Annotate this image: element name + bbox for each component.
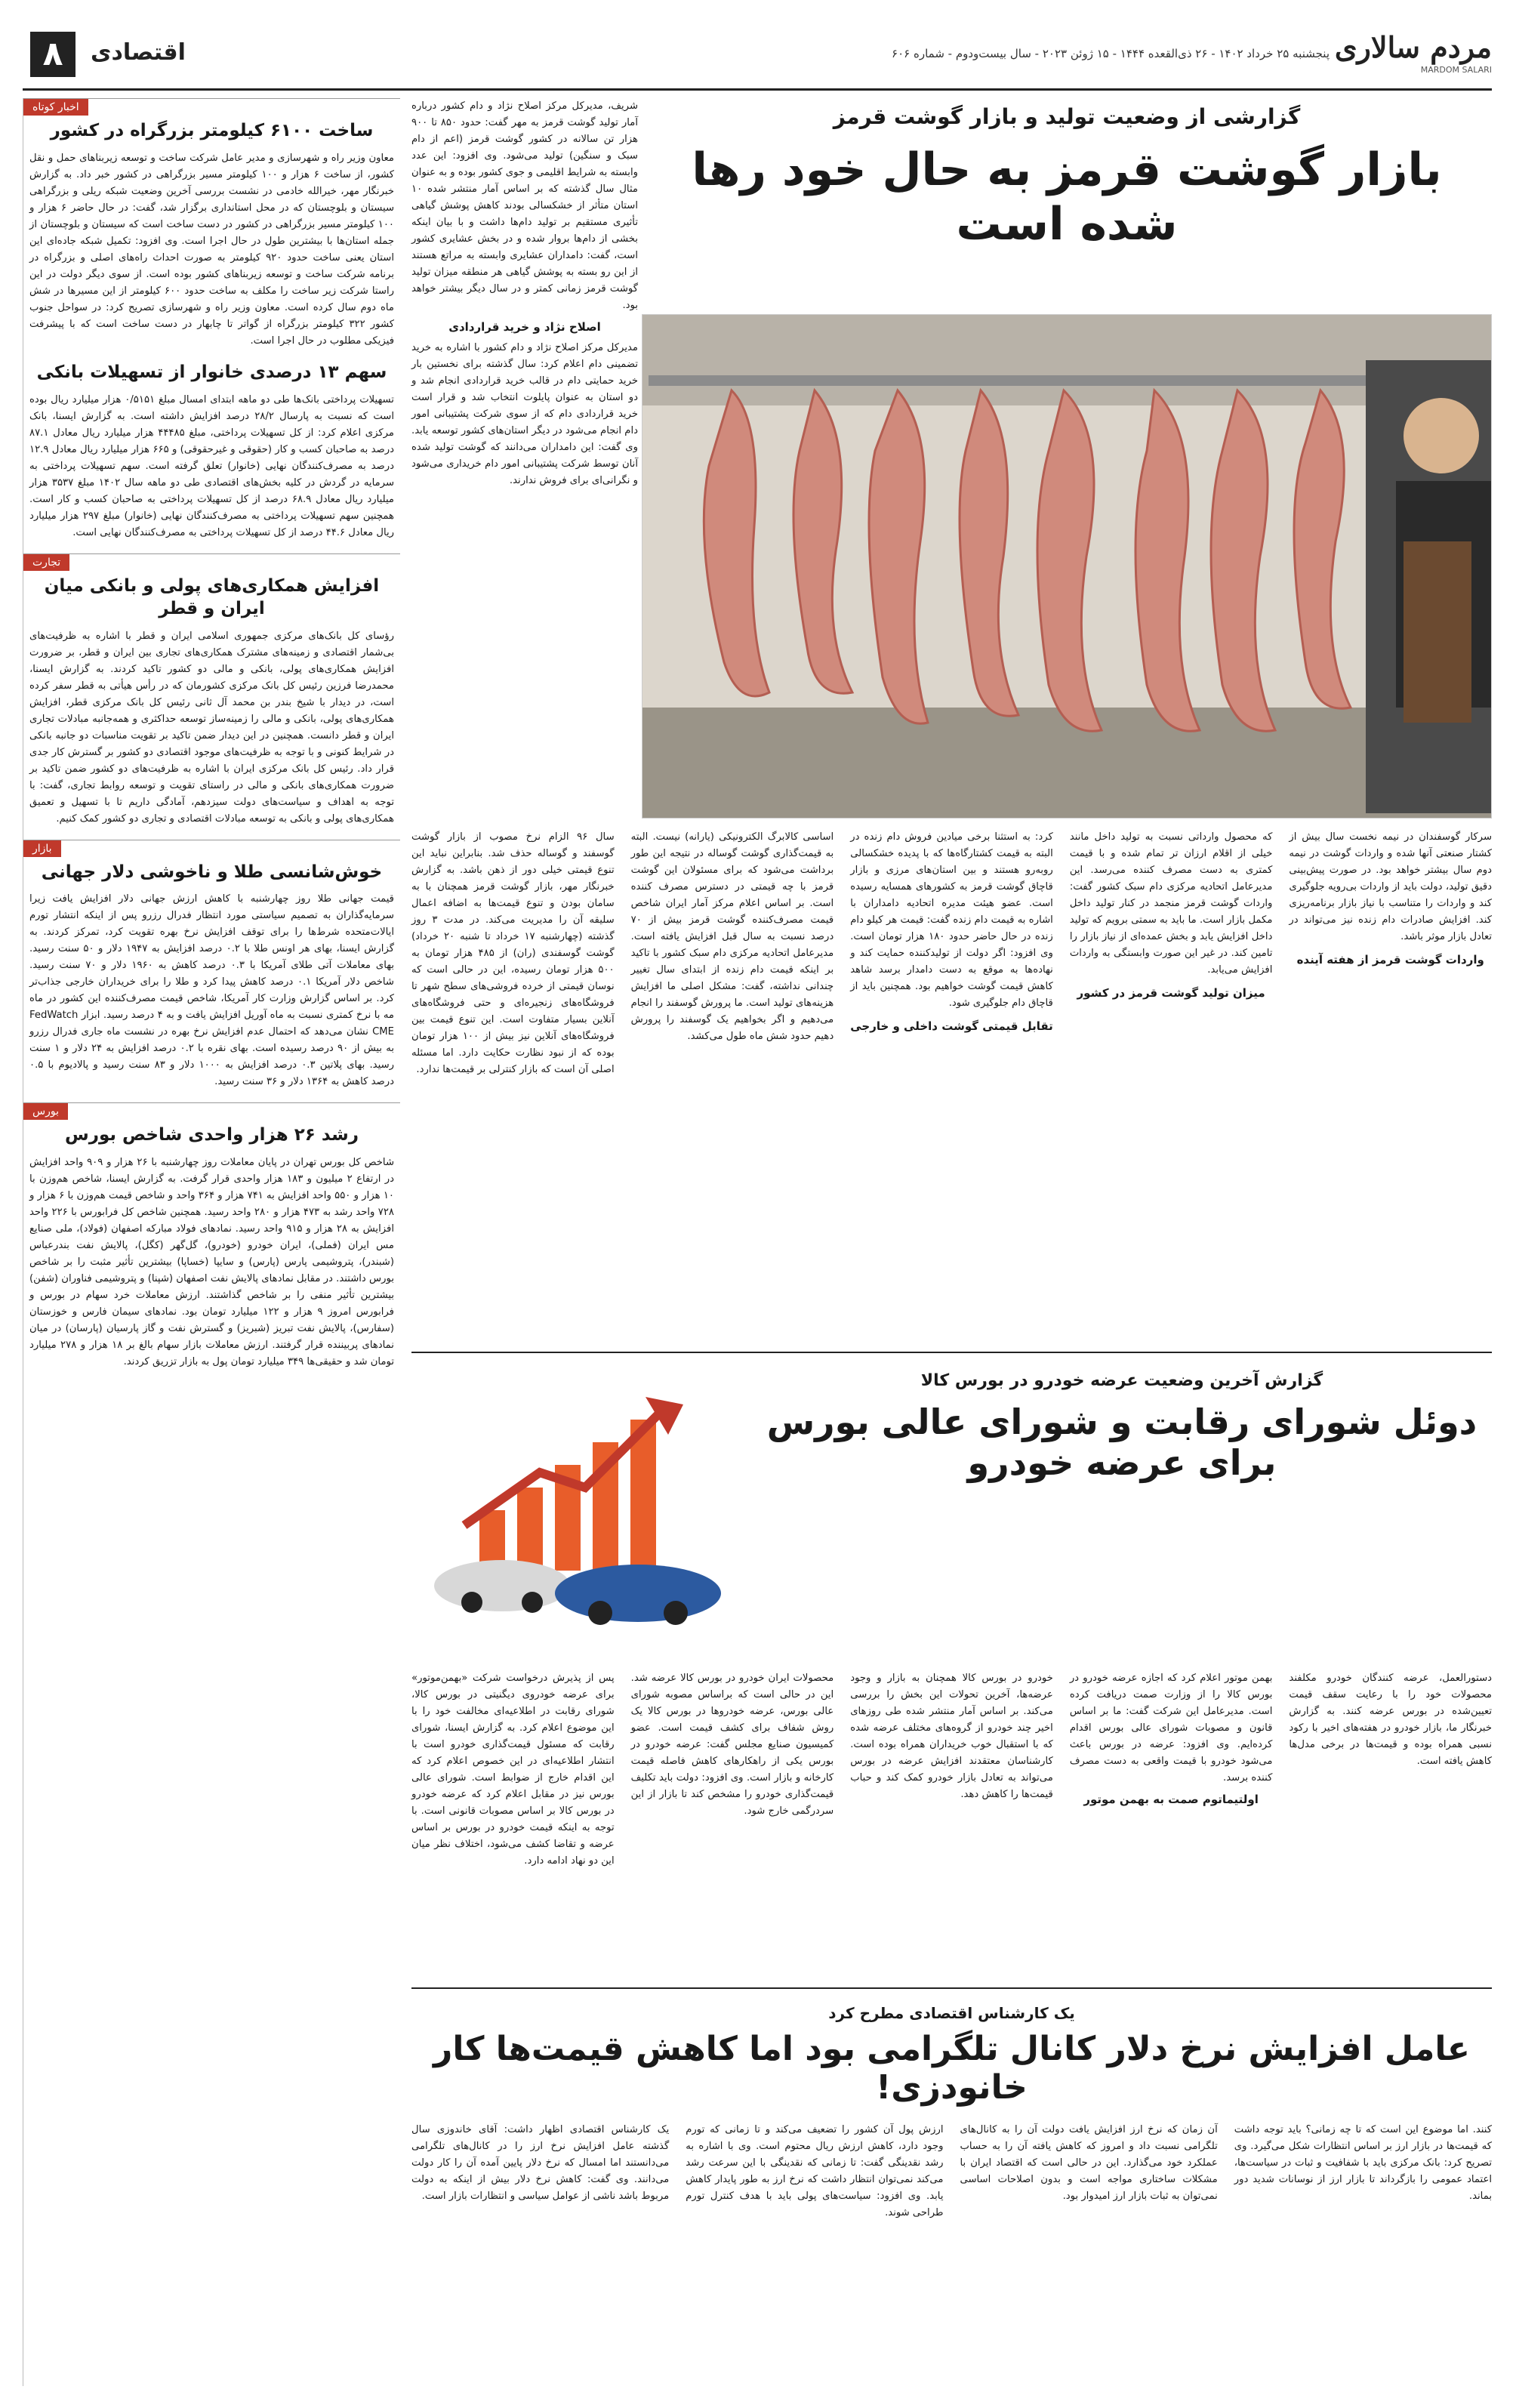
article-body-columns xyxy=(411,1670,1492,1870)
article-paragraph: کنند. اما موضوع این است که تا چه زمانی؟ باید توجه داشت که قیمت‌ها در بازار ارز بر اساس انتظارات شکل می‌گیرد. وی تصریح کرد: بانک مرکزی باید با شفافیت و ثبات در سیاست‌ها، اعتماد عمومی را بازگرداند تا بازار ارز از نوسانات شدید دور بماند. xyxy=(1234,2124,1492,2202)
article-subhead: تقابل قیمتی گوشت داخلی و خارجی xyxy=(850,1019,1053,1033)
article-column xyxy=(850,1670,1053,1870)
brief-tag-label: بورس xyxy=(23,1103,68,1120)
section-name: اقتصادی xyxy=(91,39,186,66)
article-column xyxy=(411,2122,669,2221)
article-paragraph: مدیرکل مرکز اصلاح نژاد و دام کشور با اشاره به خرید تضمینی دام اعلام کرد: سال گذشته برای نخستین بار خرید حمایتی دام در قالب خرید قراردادی انجام شد و دو استان به عنوان پایلوت انتخاب شد و قرار است خرید قراردادی دام که از سوی شرکت پشتیبانی امور دام انجام می‌شود در دیگر استان‌های کشور توسعه یابد. وی گفت: این دامداران می‌دانند که گوشت تولید شده آنان توسط شرکت پشتیبانی امور دام خریداری می‌شود و نگرانی‌ای برای فروش ندارند. xyxy=(411,342,638,486)
article-subhead: اولتیماتوم صمت به بهمن موتور xyxy=(1083,1793,1259,1806)
article-headline[interactable]: دوئل شورای رقابت و شورای عالی بورس برای عرضه خودرو xyxy=(766,1401,1477,1483)
newspaper-logo: مردم سالاری xyxy=(1334,30,1492,64)
rising-chart-cars-icon xyxy=(411,1359,744,1639)
article-kicker: یک کارشناس اقتصادی مطرح کرد xyxy=(828,2004,1075,2022)
newspaper-logo-latin: MARDOM SALARI xyxy=(1420,65,1492,75)
brief-tag-label: بازار xyxy=(23,840,61,857)
article-paragraph: محصولات ایران خودرو در بورس کالا عرضه شد. این در حالی است که براساس مصوبه شورای عالی بورس، عرضه خودروها در بورس کالا یک روش شفاف برای کشف قیمت است. عضو کمیسیون صنایع مجلس گفت: عرضه خودرو در بورس یکی از راهکارهای کاهش فاصله قیمت کارخانه و بازار است. وی افزود: دولت باید تکلیف قیمت‌گذاری خودرو را مشخص کند تا بازار از این سردرگمی خارج شود. xyxy=(630,1673,834,1817)
article-paragraph: شریف، مدیرکل مرکز اصلاح نژاد و دام کشور درباره آمار تولید گوشت قرمز به مهر گفت: حدود ۸۵۰ تا ۹۰۰ هزار تن سالانه در کشور گوشت قرمز (اعم از دام سبک و سنگین) تولید می‌شود. وی افزود: این عدد وابسته به شرایط اقلیمی و جوی کشور بوده و به عنوان مثال سال گذشته که بر اساس آمار منتشر شده ۱۰ استان متأثر از خشکسالی بودند کاهش پوشش گیاهی تأثیری مستقیم بر تولید دام‌ها داشت و با بیان اینکه بخشی از دام‌ها بروار شده و در بخش عشایری کشور است، گفت: دامداران عشایری وابسته به مراتع هستند از این رو بسته به پوشش گیاهی هر منطقه میزان تولید گوشت قرمز زمانی کمتر و در سال دیگر بیشتر خواهد بود. xyxy=(411,100,638,311)
article-paragraph: پس از پذیرش درخواست شرکت «بهمن‌موتور» برای عرضه خودروی دیگنیتی در بورس کالا، شورای رقابت در اطلاعیه‌ای مخالفت خود را با این موضوع اعلام کرد. به گزارش ایسنا، شورای رقابت که مسئول قیمت‌گذاری خودرو است با انتشار اطلاعیه‌ای در این خصوص اعلام کرد که این اقدام خارج از ضوابط است. شورای عالی بورس نیز در مقابل اعلام کرد که عرضه خودرو در بورس کالا بر اساس مصوبات قانونی است. با توجه به اینکه قیمت خودرو در بورس بر اساس عرضه و تقاضا کشف می‌شود، اختلاف نظر میان این دو نهاد ادامه دارد. xyxy=(411,1673,615,1867)
article-column xyxy=(686,2122,943,2221)
brief-title[interactable]: رشد ۲۶ هزار واحدی شاخص بورس xyxy=(64,1125,359,1145)
brief-household-loans xyxy=(23,362,400,541)
brief-tag xyxy=(23,1102,400,1120)
article-kicker: گزارشی از وضعیت تولید و بازار گوشت قرمز xyxy=(833,104,1301,129)
article-dollar-rate xyxy=(411,1987,1492,2388)
article-body-columns xyxy=(411,829,1492,1083)
brief-title[interactable]: سهم ۱۳ درصدی خانوار از تسهیلات بانکی xyxy=(36,362,387,382)
article-subhead: اصلاح نژاد و خرید قراردادی xyxy=(448,320,601,334)
article-column xyxy=(1289,1670,1492,1870)
brief-tag-label: اخبار کوتاه xyxy=(23,99,88,116)
brief-text: قیمت جهانی طلا روز چهارشنبه با کاهش ارزش جهانی دلار افزایش یافت زیرا سرمایه‌گذاران به تصمیم سیاستی مورد انتظار فدرال رزرو پس از اینکه انتشار تورم ایالات‌متحده شرط‌ها را برای توقف افزایش نرخ بهره تقویت کرد، تمرکز کردند. به گزارش ایسنا، بهای هر اونس طلا با ۰.۲ درصد افزایش به ۱۹۴۷ دلار و ۵۰ سنت رسید. بهای معاملات آتی طلای آمریکا با ۰.۳ درصد کاهش به ۱۹۶۰ دلار و ۷۰ سنت رسید. شاخص دلار آمریکا ۰.۱ درصد کاهش پیدا کرد و طلا را برای خریداران خارجی جذاب‌تر کرد. بر اساس گزارش وزارت کار آمریکا، شاخص قیمت مصرف‌کننده این کشور در ماه مه با نرخ کمتری نسبت به ماه آوریل افزایش یافت و به ۴ درصد رسید. ابزار FedWatch CME نشان می‌دهد که احتمال عدم افزایش نرخ بهره در نشست ماه جاری فدرال رزرو به بیش از ۹۰ درصد رسیده است. بهای نقره با ۰.۲ درصد افزایش به ۲۴ دلار و ۱ سنت رسید. بهای پلاتین ۰.۳ درصد افزایش به ۱۰۰۰ دلار و ۸۳ سنت رسید و پالادیوم با ۰.۵ درصد کاهش به ۱۳۶۴ دلار و ۳۶ سنت رسید. xyxy=(29,893,395,1088)
article-paragraph: اساسی کالابرگ الکترونیکی (یارانه) نیست. البته به قیمت‌گذاری گوشت گوساله در نتیجه این طور برداشت می‌شود که برای مسئولان این گوشت قرمز با چه قیمتی در دسترس مصرف کننده است. بر اساس اعلام مرکز آمار ایران شاخص قیمت مصرف‌کننده گوشت قرمز بیش از ۷۰ درصد نسبت به سال قبل افزایش یافته است. مدیرعامل اتحادیه مرکزی دام سبک کشور با تاکید بر اینکه قیمت دام زنده از ابتدای سال تغییر چندانی نداشته، گفت: مشکل اصلی ما افزایش هزینه‌های تولید است. ما پرورش گوسفند را انجام می‌دهیم و اگر بخواهیم یک گوسفند را پرورش دهیم حدود شش ماه طول می‌کشد. xyxy=(630,831,834,1042)
issue-info: پنجشنبه ۲۵ خرداد ۱۴۰۲ - ۲۶ ذی‌القعده ۱۴۴۴ - ۱۵ ژوئن ۲۰۲۳ - سال بیست‌ودوم - شماره ۶۰۶ xyxy=(892,47,1330,60)
article-headline[interactable]: عامل افزایش نرخ دلار کانال تلگرامی بود اما کاهش قیمت‌ها کار خانودزی! xyxy=(433,2030,1470,2107)
article-column xyxy=(631,1670,834,1870)
article-headline[interactable]: بازار گوشت قرمز به حال خود رها شده است xyxy=(692,143,1442,251)
brief-text: معاون وزیر راه و شهرسازی و مدیر عامل شرکت ساخت و توسعه زیربناهای حمل و نقل کشور، از ساخت ۶ هزار و ۱۰۰ کیلومتر مسیر بزرگراهی در کشور خبر داد. به گزارش خبرنگار مهر، خیرالله خادمی در نشست بررسی آخرین وضعیت شبکه ریلی و بزرگراهی سیستان و بلوچستان که در محل استانداری برگزار شد، گفت: در حال حاضر ۶ هزار و ۱۰۰ کیلومتر مسیر بزرگراهی در کشور در دست ساخت است که سیستان و بلوچستان از جمله استان‌ها با بیشترین طول در حال اجرا است. وی افزود: تکمیل شبکه جاده‌ای این استان یعنی ساخت حدود ۹۲۰ کیلومتر به صورت احداث راه‌های اصلی و بزرگراه در برنامه شرکت ساخت و توسعه زیربناهای کشور بوده است. از سوی دیگر دولت در این راستا شرکت زیر ساخت را مکلف به ساخت حدود ۶۰۰ کیلومتر از این مسیرها در شش ماه دوم سال کرده است. معاون وزیر راه و شهرسازی تصریح کرد: در سواحل جنوب کشور ۳۲۲ کیلومتر بزرگراه از گواتر تا چابهار در دست ساخت است که با پیشرفت فیزیکی مطلوب در حال اجرا است. xyxy=(29,152,395,347)
brief-text: شاخص کل بورس تهران در پایان معاملات روز چهارشنبه با ۲۶ هزار و ۹۰۹ واحد افزایش در ارتفاع ۲ میلیون و ۱۸۳ هزار واحدی قرار گرفت. به گزارش ایسنا، شاخص هم‌وزن با ۱۰ هزار و ۵۵۰ واحد افزایش به ۷۴۱ هزار و ۳۶۴ واحد و شاخص قیمت هم‌وزن با ۶ هزار و ۷۲۸ واحد رشد به ۴۷۳ هزار و ۲۸۰ واحد رسید. همچنین شاخص کل فرابورس با ۲۲۶ واحد افزایش به ۲۸ هزار و ۹۱۵ واحد رسید. نمادهای فولاد مبارکه اصفهان (فولاد)، ملی صنایع مس ایران (فملی)، ایران خودرو (خودرو)، گل‌گهر (کگل)، پالایش نفت بندرعباس (شبندر)، پتروشیمی پارس (پارس) و سایپا (خساپا) بیشترین تأثیر مثبت را بر شاخص بورس داشتند. در مقابل نمادهای پالایش نفت اصفهان (شپنا) و پتروشیمی فناوران (شفن) بیشترین تأثیر منفی را بر شاخص گذاشتند. ارزش معاملات خرد سهام در بورس و فرابورس امروز ۹ هزار و ۱۲۲ میلیارد تومان بود. نمادهای سیمان فارس و خوزستان (سفارس)، پالایش نفت تبریز (شبریز) و گسترش نفت و گاز پارسیان (پارسان) در میان نمادهای پربیننده قرار گرفتند. ارزش معاملات بازار سهام بالغ بر ۱۸ هزار و ۲۷۸ میلیارد تومان شد و حقیقی‌ها ۳۴۹ میلیارد تومان پول به بازار تزریق کردند. xyxy=(29,1157,394,1368)
brief-text: تسهیلات پرداختی بانک‌ها طی دو ماهه ابتدای امسال مبلغ ۰/۵۱۵۱ هزار میلیارد ریال بوده است که نسبت به پارسال ۲۸/۲ درصد افزایش داشته است. به گزارش ایسنا، بانک مرکزی اعلام کرد: از کل تسهیلات پرداختی، مبلغ ۴۴۴۸۵ هزار میلیارد ریال معادل ۸۷.۱ درصد به صاحبان کسب و کار (حقوقی و غیرحقوقی) و ۶۶۵ هزار میلیارد ریال معادل ۱۲.۹ درصد به مصرف‌کنندگان نهایی (خانوار) تعلق گرفته است. سهم تسهیلات پرداختی به سرمایه در گردش در کلیه بخش‌های اقتصادی طی دو ماهه سال ۱۴۰۲ مبلغ ۳۵۳۷ هزار میلیارد ریال معادل ۶۸.۹ درصد از کل تسهیلات پرداختی به صاحبان کسب و کار است. همچنین سهم تسهیلات پرداختی به مصرف‌کنندگان نهایی (خانوار) مبلغ ۲۹۷ هزار میلیارد ریال معادل ۴۴.۶ درصد از کل تسهیلات پرداختی به مصرف‌کنندگان نهایی است. xyxy=(29,393,395,538)
brief-tag xyxy=(23,553,400,571)
car-price-illustration xyxy=(411,1359,744,1639)
article-paragraph: بهمن موتور اعلام کرد که اجازه عرضه خودرو در بورس کالا را از وزارت صمت دریافت کرده است. مدیرعامل این شرکت گفت: ما بر اساس قانون و مصوبات شورای عالی بورس اقدام کرده‌ایم. وی افزود: عرضه در بورس باعث می‌شود خودرو با قیمت واقعی به دست مصرف کننده برسد. xyxy=(1069,1673,1273,1784)
page-number: ۸ xyxy=(30,32,75,77)
article-column xyxy=(960,2122,1218,2221)
article-side-column xyxy=(411,98,638,489)
article-column xyxy=(1070,829,1273,1083)
article-kicker: گزارش آخرین وضعیت عرضه خودرو در بورس کالا xyxy=(920,1371,1323,1390)
article-column xyxy=(411,829,615,1083)
brief-text: رؤسای کل بانک‌های مرکزی جمهوری اسلامی ایران و قطر با اشاره به ظرفیت‌های بی‌شمار اقتصادی و زمینه‌های مشترک همکاری‌های تجاری بین ایران و قطر، بر ضرورت افزایش همکاری‌های پولی، بانکی و مالی دو کشور تاکید کردند. به گزارش ایسنا، محمدرضا فرزین رئیس کل بانک مرکزی کشورمان که در رأس هیأتی به قطر سفر کرده است، در دیدار با شیخ بندر بن محمد آل ثانی رئیس کل بانک مرکزی قطر، افزایش همکاری‌های پولی، بانکی و مالی را زمینه‌ساز توسعه حداکثری و همه‌جانبه مبادلات تجاری ایران و قطر دانست. همچنین در این دیدار ضمن تاکید بر تقویت مناسبات دو جانبه بانکی در شرایط کنونی و با توجه به ظرفیت‌های موجود اقتصادی دو کشور بر گسترش کار جدی قرار داد. رئیس کل بانک مرکزی ایران با اشاره به ظرفیت‌های دو کشور ضمن تاکید بر ضرورت همکاری‌های بانکی و مالی در راستای تقویت و توسعه روابط تجاری، گفت: با توجه به اهداف و سیاست‌های دولت سیزدهم، آمادگی داریم تا با تسهیل و تعمیق همکاری‌های پولی و بانکی به توسعه مبادلات اقتصادی و تجاری دو کشور کمک کنیم. xyxy=(29,630,394,825)
article-column xyxy=(1234,2122,1492,2221)
brief-tag xyxy=(23,840,400,857)
article-paragraph: آن زمان که نرخ ارز افزایش یافت دولت آن را به کانال‌های تلگرامی نسبت داد و امروز که کاهش یافته آن را به حساب عملکرد خود می‌گذارد. این در حالی است که اقتصاد ایران با مشکلات ساختاری مواجه است و بدون اصلاحات اساسی نمی‌توان به ثبات بازار ارز امیدوار بود. xyxy=(960,2124,1218,2202)
article-paragraph: دستورالعمل، عرضه کنندگان خودرو مکلفند محصولات خود را با رعایت سقف قیمت تعیین‌شده در بورس عرضه کنند. به گزارش خبرنگار ما، بازار خودرو در هفته‌های اخیر با رکود نسبی همراه بوده و قیمت‌ها در برخی مدل‌ها کاهش یافته است. xyxy=(1289,1673,1492,1767)
article-car-exchange xyxy=(411,1352,1492,1971)
brief-title[interactable]: افزایش همکاری‌های پولی و بانکی میان ایران و قطر xyxy=(44,575,380,618)
article-paragraph: که محصول وارداتی نسبت به تولید داخل مانند خیلی از اقلام ارزان تر تمام شده و با قیمت کمتری به دست مصرف کننده می‌رسد. این مدیرعامل اتحادیه مرکزی دام سبک کشور گفت: واردات گوشت قرمز منجمد در کنار تولید داخل مکمل بازار است. ما باید به سمتی برویم که تولید داخل افزایش یابد و بخش عمده‌ای از نیاز بازار را تامین کند. در غیر این صورت وابستگی به واردات افزایش می‌یابد. xyxy=(1069,831,1273,976)
article-column xyxy=(1070,1670,1273,1870)
article-column xyxy=(850,829,1053,1083)
article-paragraph: ارزش پول آن کشور را تضعیف می‌کند و تا زمانی که تورم وجود دارد، کاهش ارزش ریال محتوم است. وی با اشاره به رشد نقدینگی گفت: تا زمانی که نقدینگی با این سرعت رشد می‌کند نمی‌توان انتظار داشت که نرخ ارز به طور پایدار کاهش یابد. وی افزود: سیاست‌های پولی باید با هدف کنترل تورم طراحی شوند. xyxy=(686,2124,944,2218)
article-subhead: میزان تولید گوشت قرمز در کشور xyxy=(1077,986,1265,1000)
brief-iran-qatar xyxy=(23,553,400,828)
meat-carcasses-illustration xyxy=(642,315,1491,819)
brief-tag-label: تجارت xyxy=(23,554,69,571)
article-column xyxy=(1289,829,1492,1083)
brief-tag xyxy=(23,98,400,116)
article-paragraph: خودرو در بورس کالا همچنان به بازار و وجود عرضه‌ها، آخرین تحولات این بخش را بررسی می‌کند. بر اساس آمار منتشر شده طی روزهای اخیر چند خودرو از گروه‌های مختلف عرضه شده که با استقبال خوب خریداران همراه بوده است. کارشناسان معتقدند افزایش عرضه در بورس می‌تواند به تعادل بازار خودرو کمک کند و حباب قیمت‌ها را کاهش دهد. xyxy=(850,1673,1053,1800)
article-body-columns xyxy=(411,2122,1492,2221)
article-column xyxy=(631,829,834,1083)
article-paragraph: سرکار گوسفندان در نیمه نخست سال بیش از کشتار صنعتی آنها شده و واردات گوشت در نیمه دوم سال بیشتر خواهد بود. در صورت پیش‌بینی دقیق تولید، دولت باید از واردات بی‌رویه جلوگیری کند و واردات را متناسب با نیاز بازار برنامه‌ریزی کند. افزایش صادرات دام زنده نیز می‌تواند در تعادل بازار موثر باشد. xyxy=(1289,831,1492,942)
article-subhead: واردات گوشت قرمز از هفته آینده xyxy=(1296,953,1484,967)
brief-gold-dollar xyxy=(23,840,400,1091)
news-briefs-column xyxy=(23,98,400,2386)
article-paragraph: یک کارشناس اقتصادی اظهار داشت: آقای خاندوزی سال گذشته عامل افزایش نرخ ارز را در کانال‌های تلگرامی می‌دانستند اما امسال که نرخ دلار پایین آمده آن را کار دولت می‌دانند. وی گفت: کاهش نرخ دلار بیش از اینکه به دولت مربوط باشد ناشی از عوامل سیاسی و انتظارات بازار است. xyxy=(411,2124,670,2202)
meat-shop-photo xyxy=(642,314,1492,819)
brief-stock-index xyxy=(23,1102,400,1370)
article-paragraph: کرد: به استثنا برخی میادین فروش دام زنده در البته به قیمت کشتارگاه‌ها که با پدیده خشکسالی روبه‌رو هستند و بین استان‌های مرزی و بازار قاچاق گوشت قرمز به کشورهای همسایه رسیده است. عضو هیئت مدیره اتحادیه دامداران با اشاره به قیمت دام زنده گفت: قیمت هر کیلو دام زنده در حال حاضر حدود ۱۸۰ هزار تومان است. وی افزود: اگر دولت از تولیدکننده حمایت کند و نهاده‌ها به موقع به دست دامدار برسد شاهد کاهش قیمت گوشت خواهیم بود. همچنین باید از قاچاق دام جلوگیری شود. xyxy=(850,831,1053,1009)
masthead xyxy=(23,23,1492,91)
article-paragraph: سال ۹۶ الزام نرخ مصوب از بازار گوشت گوسفند و گوساله حذف شد. بنابراین نباید این تنوع قیمتی خیلی دور از ذهن باشد. به گزارش خبرنگار مهر، بازار گوشت قرمز همچنان با به سامان بودن و تنوع قیمت‌ها به اضافه اعمال سلیقه آن را مدیریت می‌کند. در مدت ۳ روز گذشته (چهارشنبه ۱۷ خرداد تا شنبه ۲۰ خرداد) گوشت گوسفندی (ران) از ۴۸۵ هزار تومان به ۵۰۰ هزار تومان رسیده، این در حالی است که نوسان قیمتی از خرده فروشی‌های سطح شهر تا فروشگاه‌های زنجیره‌ای و حتی فروشگاه‌های آنلاین بسیار متفاوت است. این تنوع قیمت بین فروشگاه‌های آنلاین نیز بیش از ۱۰۰ هزار تومان بوده که از نبود نظارت حکایت دارد. اما مسئله اصلی آن است که بازار کنترلی بر قیمت‌ها ندارد. xyxy=(411,831,615,1075)
article-column xyxy=(411,1670,615,1870)
brief-highway xyxy=(23,98,400,350)
brief-title[interactable]: ساخت ۶۱۰۰ کیلومتر بزرگراه در کشور xyxy=(50,121,374,140)
brief-title[interactable]: خوش‌شانسی طلا و ناخوشی دلار جهانی xyxy=(41,862,383,882)
article-red-meat xyxy=(411,98,1492,1344)
